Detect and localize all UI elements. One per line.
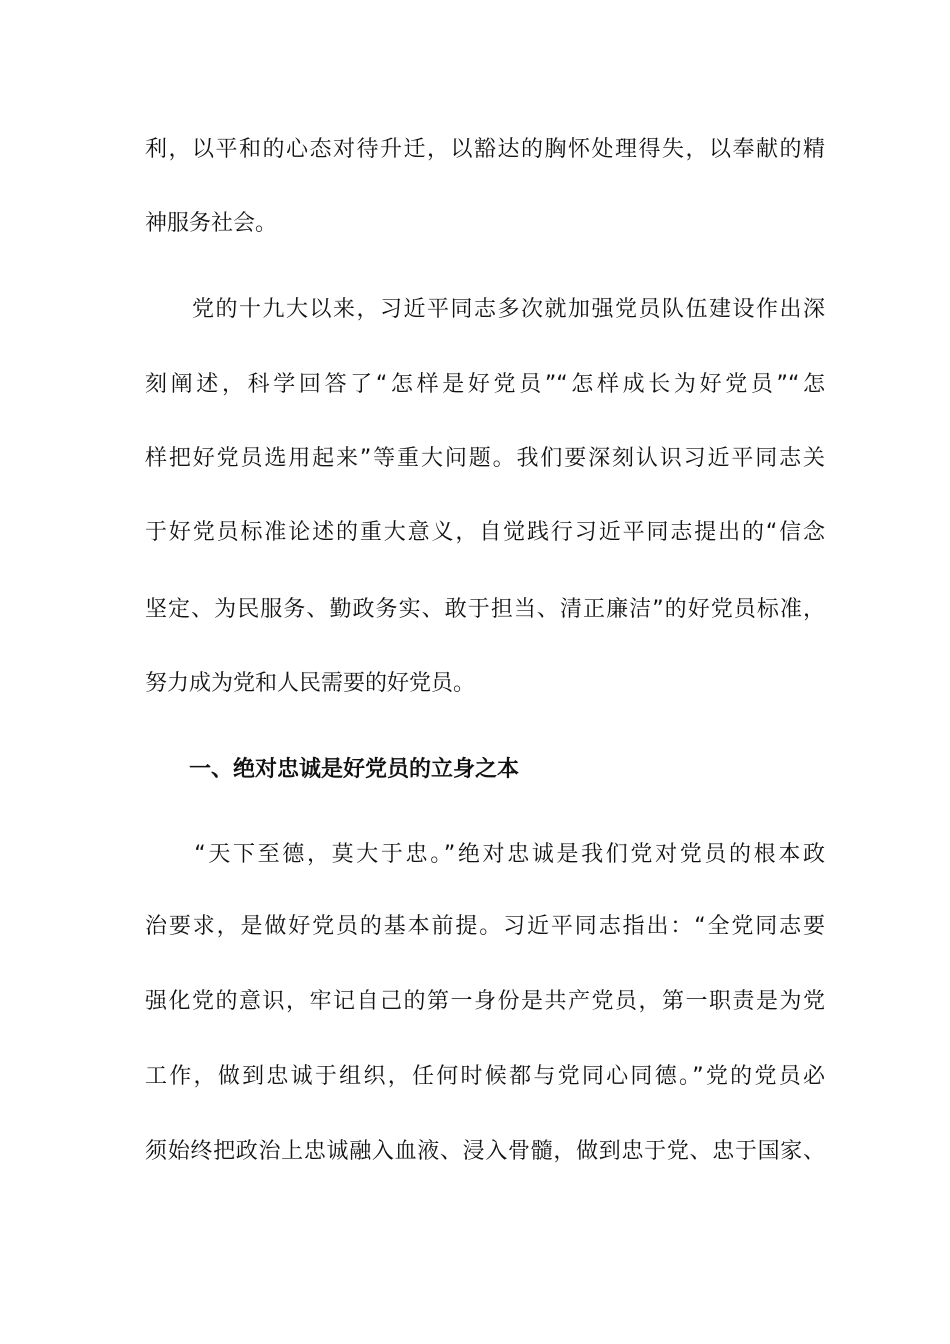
paragraph-line: 努力成为党和人民需要的好党员。 (145, 671, 476, 696)
paragraph-line: 须始终把政治上忠诚融入血液、浸入骨髓，做到忠于党、忠于国家、 (145, 1139, 825, 1164)
paragraph-line: 样把好党员选用起来”等重大问题。我们要深刻认识习近平同志关 (145, 446, 825, 471)
paragraph-line: 治要求，是做好党员的基本前提。习近平同志指出：“全党同志要 (145, 914, 825, 939)
paragraph-line: 党的十九大以来，习近平同志多次就加强党员队伍建设作出深 (145, 297, 825, 322)
paragraph-line: 坚定、为民服务、勤政务实、敢于担当、清正廉洁”的好党员标准， (145, 597, 825, 622)
paragraph-line: 工作，做到忠诚于组织，任何时候都与党同心同德。”党的党员必 (145, 1064, 825, 1089)
section-heading: 一、绝对忠诚是好党员的立身之本 (145, 757, 520, 782)
paragraph-line: 神服务社会。 (145, 211, 278, 236)
paragraph-line: “天下至德，莫大于忠。”绝对忠诚是我们党对党员的根本政 (145, 842, 825, 867)
paragraph-line: 强化党的意识，牢记自己的第一身份是共产党员，第一职责是为党 (145, 989, 825, 1014)
paragraph-line: 刻阐述，科学回答了“怎样是好党员”“怎样成长为好党员”“怎 (145, 372, 825, 397)
paragraph-line: 于好党员标准论述的重大意义，自觉践行习近平同志提出的“信念 (145, 520, 825, 545)
paragraph-line: 利，以平和的心态对待升迁，以豁达的胸怀处理得失，以奉献的精 (145, 137, 825, 162)
